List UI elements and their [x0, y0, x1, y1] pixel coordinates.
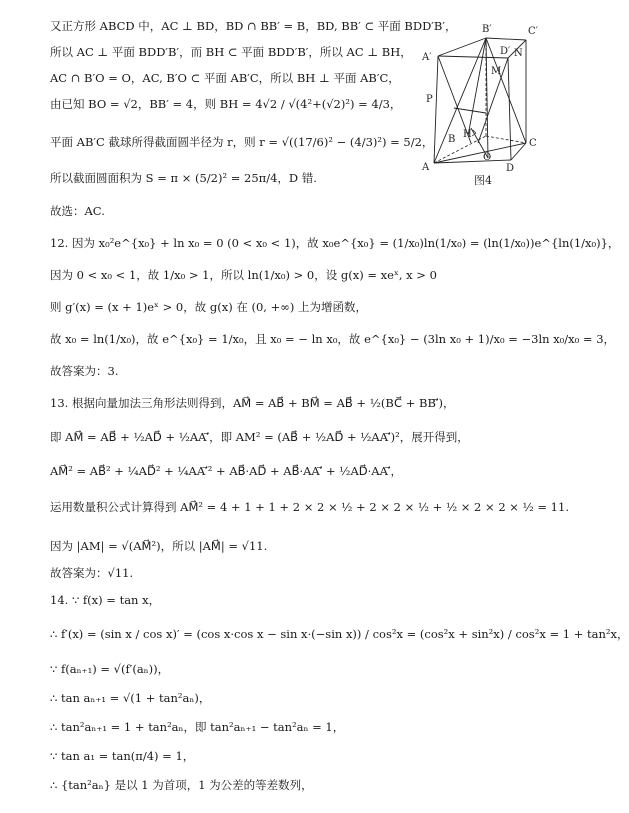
text-line-5: 平面 AB′C 截球所得截面圆半径为 r，则 r = √((17/6)² − (4/3)²) = 5/2，	[50, 135, 434, 149]
text-line-7: 故选：AC.	[50, 204, 105, 218]
text-line-17: 因为 |AM| = √(AM⃗²)，所以 |AM⃗| = √11.	[50, 539, 268, 553]
figure-caption: 图4	[474, 174, 492, 187]
label-n: N	[514, 48, 523, 59]
text-line-10: 则 g′(x) = (x + 1)eˣ > 0，故 g(x) 在 (0, +∞) 上为增函数，	[50, 300, 367, 314]
label-c: C	[529, 138, 537, 149]
label-p: P	[426, 94, 433, 105]
label-b: B	[448, 134, 456, 145]
geometry-figure-4	[416, 18, 548, 188]
text-line-13: 13. 根据向量加法三角形法则得到，AM⃗ = AB⃗ + BM⃗ = AB⃗ + ½(BC⃗ + BB′⃗)，	[50, 396, 455, 410]
label-m: M	[491, 66, 502, 77]
text-line-24: ∵ tan a₁ = tan(π/4) = 1，	[50, 749, 195, 763]
text-line-25: ∴ {tan²aₙ} 是以 1 为首项，1 为公差的等差数列，	[50, 778, 313, 792]
text-line-3: AC ∩ B′O = O，AC, B′O ⊂ 平面 AB′C，所以 BH ⊥ 平面 AB′C，	[50, 71, 400, 85]
label-b-prime: B′	[482, 24, 492, 35]
text-line-9: 因为 0 < x₀ < 1，故 1/x₀ > 1，所以 ln(1/x₀) > 0，设 g(x) = xeˣ, x > 0	[50, 268, 437, 282]
text-line-16: 运用数量积公式计算得到 AM⃗² = 4 + 1 + 1 + 2 × 2 × ½ + 2 × 2 × ½ + ½ × 2 × 2 × ½ = 11.	[50, 500, 569, 514]
text-line-21: ∵ f(aₙ₊₁) = √(f′(aₙ))，	[50, 662, 170, 676]
text-line-15: AM⃗² = AB⃗² + ¼AD⃗² + ¼AA′⃗² + AB⃗·AD⃗ + AB⃗·AA′⃗ + ½AD⃗·AA′⃗，	[50, 464, 402, 478]
label-a: A	[422, 162, 430, 173]
text-line-6: 所以截面圆面积为 S = π × (5/2)² = 25π/4，D 错.	[50, 171, 317, 185]
text-line-20: ∴ f′(x) = (sin x / cos x)′ = (cos x·cos x − sin x·(−sin x)) / cos²x = (cos²x + sin²x) / cos²x = 1 + tan²x，	[50, 627, 629, 641]
text-line-19: 14. ∵ f(x) = tan x，	[50, 593, 161, 607]
text-line-12: 故答案为：3.	[50, 364, 119, 378]
text-line-2: 所以 AC ⊥ 平面 BDD′B′，而 BH ⊂ 平面 BDD′B′，所以 AC ⊥ BH，	[50, 45, 412, 59]
label-d-prime: D′	[500, 46, 511, 57]
text-line-4: 由已知 BO = √2，BB′ = 4，则 BH = 4√2 / √(4²+(√2)²) = 4/3，	[50, 97, 402, 111]
text-line-22: ∴ tan aₙ₊₁ = √(1 + tan²aₙ)，	[50, 691, 211, 705]
text-line-11: 故 x₀ = ln(1/x₀)，故 e^{x₀} = 1/x₀，且 x₀ = − ln x₀，故 e^{x₀} − (3ln x₀ + 1)/x₀ = −3ln x₀/x₀ = 3，	[50, 332, 616, 346]
label-a-prime: A′	[422, 52, 432, 63]
label-o: O	[483, 152, 492, 163]
text-line-14: 即 AM⃗ = AB⃗ + ½AD⃗ + ½AA′⃗，即 AM² = (AB⃗ + ½AD⃗ + ½AA′⃗)²，展开得到，	[50, 430, 469, 444]
label-d: D	[506, 163, 515, 174]
text-line-1: 又正方形 ABCD 中，AC ⊥ BD，BD ∩ BB′ = B，BD, BB′ ⊂ 平面 BDD′B′，	[50, 19, 457, 33]
label-c-prime: C′	[528, 26, 538, 37]
label-h: H	[463, 129, 472, 140]
text-line-18: 故答案为：√11.	[50, 566, 134, 580]
text-line-8: 12. 因为 x₀²e^{x₀} + ln x₀ = 0 (0 < x₀ < 1)，故 x₀e^{x₀} = (1/x₀)ln(1/x₀) = (ln(1/x₀))e^{ln(1/x₀)}，	[50, 236, 620, 250]
text-line-23: ∴ tan²aₙ₊₁ = 1 + tan²aₙ，即 tan²aₙ₊₁ − tan²aₙ = 1，	[50, 720, 345, 734]
